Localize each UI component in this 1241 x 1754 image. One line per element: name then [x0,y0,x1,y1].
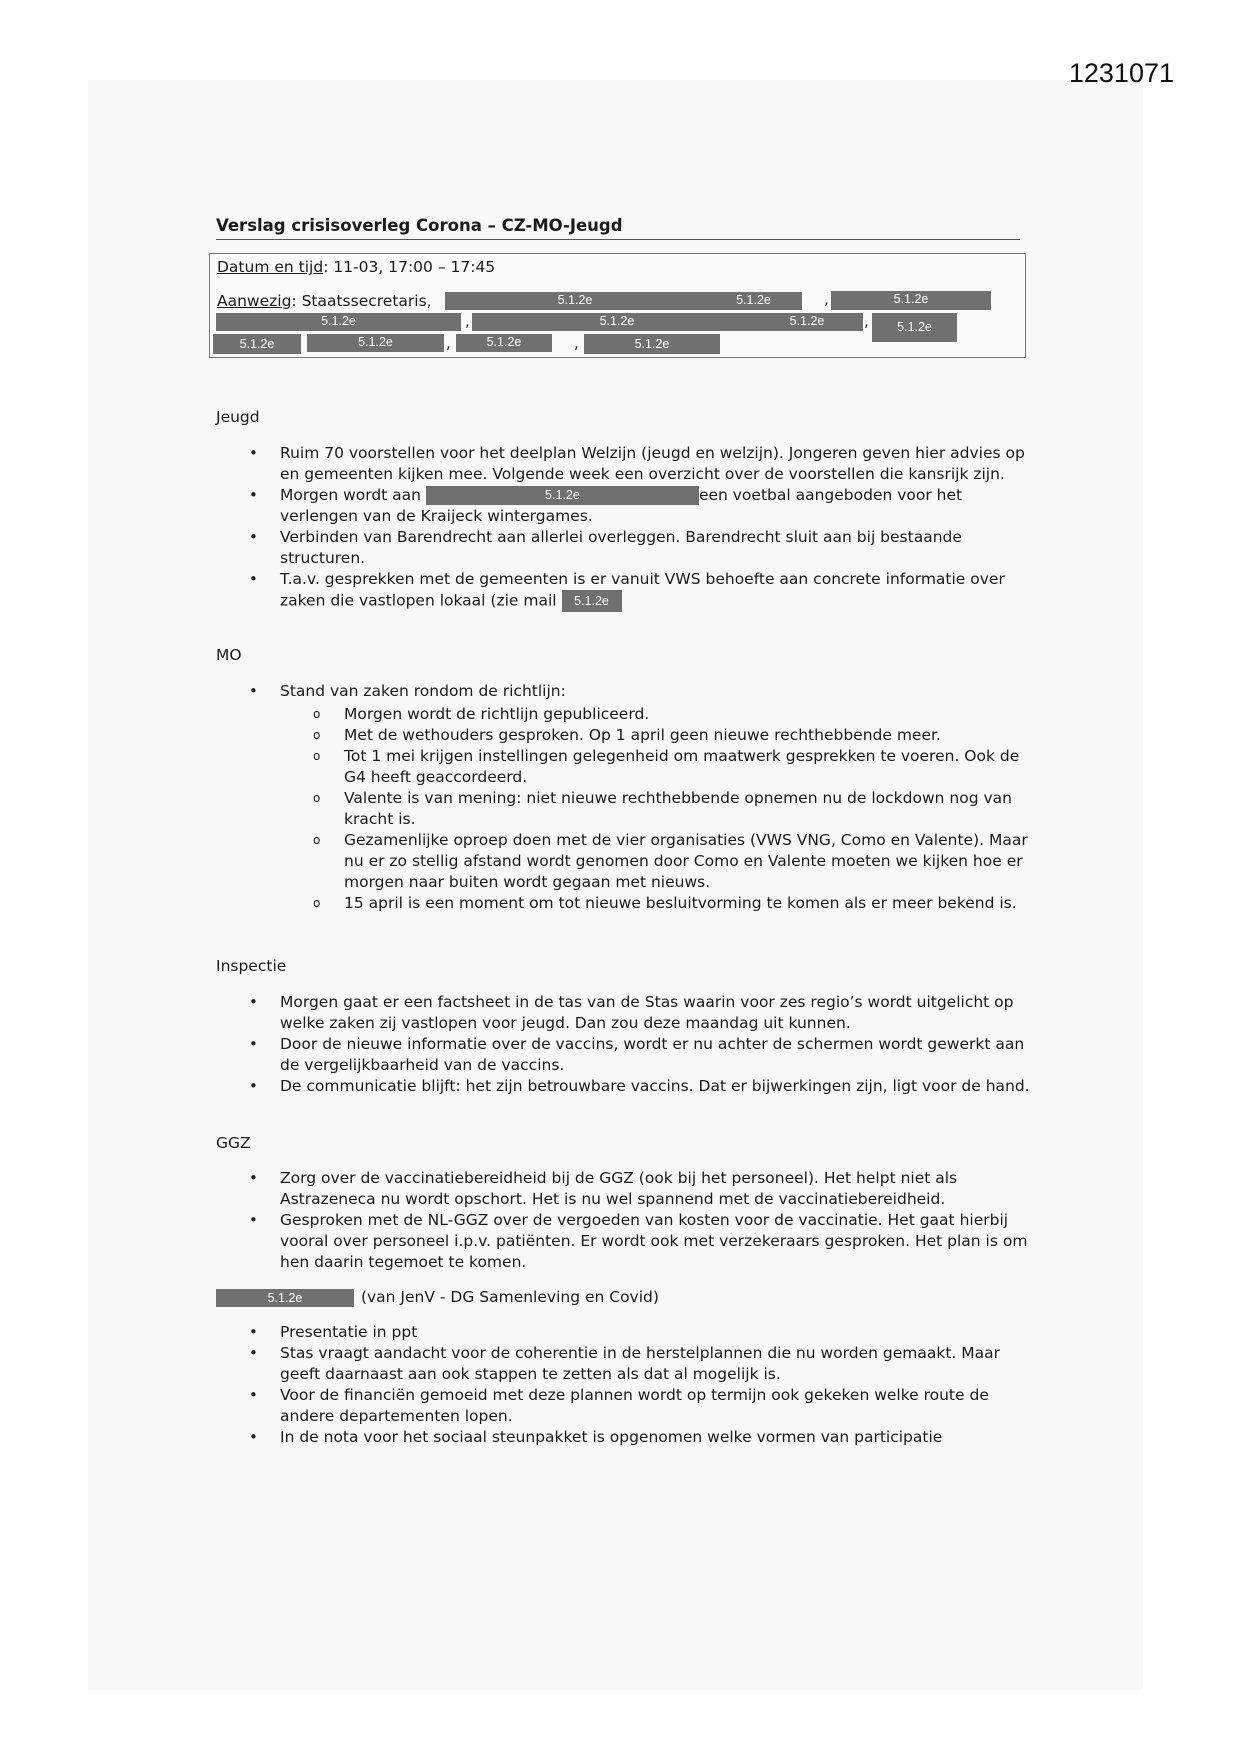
list-item [216,569,1031,612]
redaction-block: 5.1.2e [872,313,957,342]
redaction-block: 5.1.2e [216,313,461,331]
list-item: • Presentatie in ppt [216,1322,1031,1343]
section-heading-inspectie: Inspectie [216,957,287,975]
section-heading-jenv [216,1288,659,1307]
redaction-block: 5.1.2e [584,334,720,354]
sub-list-item: o Met de wethouders gesproken. Op 1 april geen nieuwe rechthebbende meer. [280,725,1031,746]
separator-comma: , [574,334,579,352]
mo-sublist [280,704,1031,914]
list-item: • Voor de financiën gemoeid met deze plannen wordt op termijn ook gekeken welke route de andere departementen lopen. [216,1385,1031,1427]
sub-list-item: o Valente is van mening: niet nieuwe rechthebbende opnemen nu de lockdown nog van kracht is. [280,788,1031,830]
sub-list-item: o Tot 1 mei krijgen instellingen gelegenheid om maatwerk gesprekken te voeren. Ook de G4 heeft geaccordeerd. [280,746,1031,788]
redaction-block: 5.1.2e [562,590,622,612]
section-heading-jeugd: Jeugd [216,408,260,426]
document-number: 1231071 [1068,58,1174,88]
redaction-block: 5.1.2e [213,334,301,354]
list-item [216,485,1031,527]
redaction-block: 5.1.2e [216,1289,354,1307]
inspectie-list [216,992,1031,1097]
sub-list-item: o 15 april is een moment om tot nieuwe besluitvorming te komen als er meer bekend is. [280,893,1031,914]
list-item [216,681,1031,914]
sub-list-item: o Morgen wordt de richtlijn gepubliceerd. [280,704,1031,725]
meeting-info-box [209,253,1026,358]
redaction-block: 5.1.2e [426,486,699,505]
redaction-block: 5.1.2e [751,313,863,331]
attendees-first: : Staatssecretaris, [291,292,432,310]
list-item: • De communicatie blijft: het zijn betrouwbare vaccins. Dat er bijwerkingen zijn, ligt voor de hand. [216,1076,1031,1097]
redaction-block: 5.1.2e [831,291,991,310]
section-heading-ggz: GGZ [216,1134,251,1152]
redaction-block: 5.1.2e [445,292,705,310]
date-value: : 11-03, 17:00 – 17:45 [323,258,496,276]
list-item: • Morgen gaat er een factsheet in de tas van de Stas waarin voor zes regio’s wordt uitgelicht op welke zaken zij vastlopen voor jeugd. Dan zou deze maandag uit kunnen. [216,992,1031,1034]
jenv-heading-suffix: (van JenV - DG Samenleving en Covid) [360,1288,659,1306]
list-item: • Stas vraagt aandacht voor de coherentie in de herstelplannen die nu worden gemaakt. Maar geeft daarnaast aan ook stappen te zetten als dat al mogelijk is. [216,1343,1031,1385]
list-item: • Gesproken met de NL-GGZ over de vergoeden van kosten voor de vaccinatie. Het gaat hierbij vooral over personeel i.p.v. patiënten. Er wordt ook met verzekeraars gesproken. Het plan is om hen daarin tegemoet te komen. [216,1210,1031,1273]
attendees-line [217,292,432,310]
date-label: Datum en tijd [217,258,324,276]
attendees-label: Aanwezig [217,292,292,310]
mo-list [216,681,1031,914]
separator-comma: , [465,312,470,330]
document-title: Verslag crisisoverleg Corona – CZ-MO-Jeugd [216,216,1020,240]
separator-comma: , [446,334,451,352]
meeting-date [217,258,495,276]
list-item: • Ruim 70 voorstellen voor het deelplan Welzijn (jeugd en welzijn). Jongeren geven hier advies op en gemeenten kijken mee. Volgende week een overzicht over de voorstellen die kansrijk zijn. [216,443,1031,485]
list-item: • In de nota voor het sociaal steunpakket is opgenomen welke vormen van participatie [216,1427,1031,1448]
list-item: • Zorg over de vaccinatiebereidheid bij de GGZ (ook bij het personeel). Het helpt niet als Astrazeneca nu wordt opschort. Het is nu wel spannend met de vaccinatiebereidheid. [216,1168,1031,1210]
bullet-text: Stand van zaken rondom de richtlijn: [280,682,566,700]
jeugd-list [216,443,1031,612]
bullet-text: T.a.v. gesprekken met de gemeenten is er vanuit VWS behoefte aan concrete informatie over zaken die vastlopen lokaal (zie mail [280,570,1005,610]
redaction-block: 5.1.2e [456,334,552,352]
section-heading-mo: MO [216,646,242,664]
redaction-block: 5.1.2e [472,313,762,331]
redaction-block: 5.1.2e [705,292,802,310]
separator-comma: , [864,312,869,330]
separator-comma: , [824,290,829,308]
bullet-text: een voetbal aangeboden voor het verlengen van de Kraijeck wintergames. [280,486,963,525]
list-item: • Verbinden van Barendrecht aan allerlei overleggen. Barendrecht sluit aan bij bestaande structuren. [216,527,1031,569]
bullet-text: Morgen wordt aan [280,486,426,504]
list-item: • Door de nieuwe informatie over de vaccins, wordt er nu achter de schermen wordt gewerkt aan de vergelijkbaarheid van de vaccins. [216,1034,1031,1076]
ggz-list [216,1168,1031,1273]
sub-list-item: o Gezamenlijke oproep doen met de vier organisaties (VWS VNG, Como en Valente). Maar nu er zo stellig afstand wordt genomen door Como en Valente moeten we kijken hoe er morgen naar buiten wordt gegaan met nieuws. [280,830,1031,893]
redaction-block: 5.1.2e [307,334,444,352]
jenv-list [216,1322,1031,1448]
